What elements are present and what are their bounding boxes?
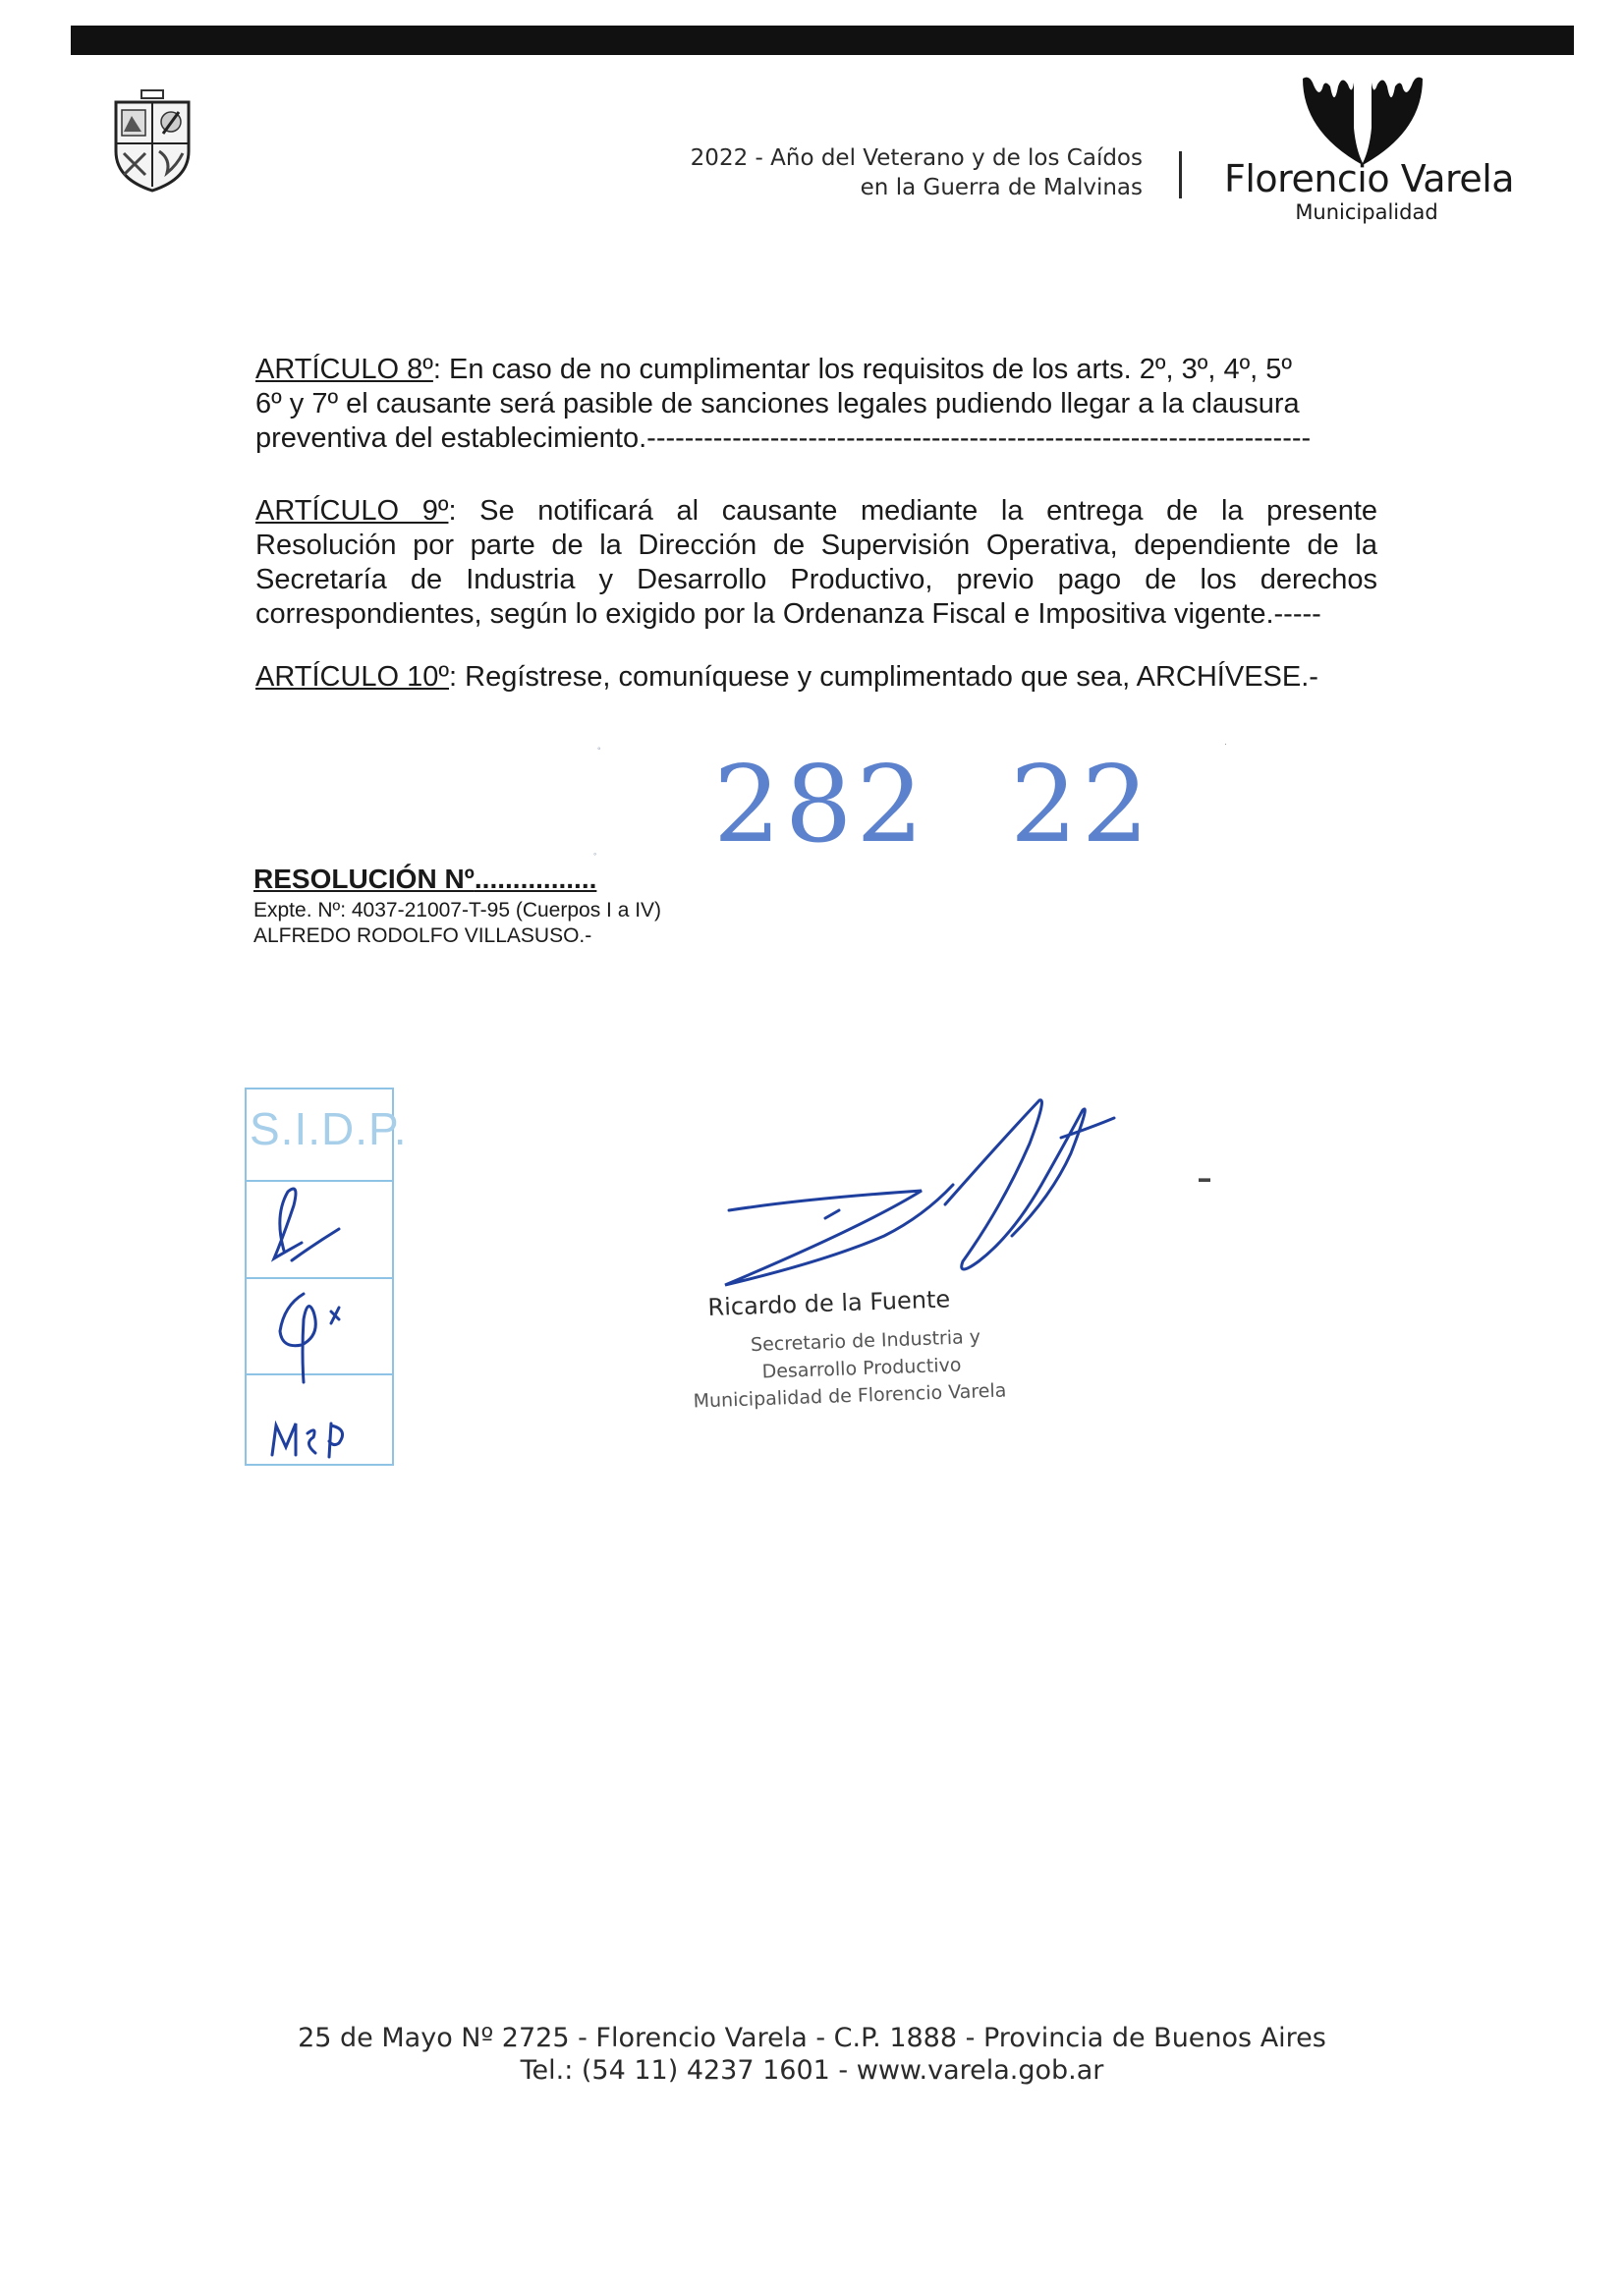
footer — [0, 2022, 1624, 2087]
article-9-text-4: correspondientes, según lo exigido por la Ordenanza Fiscal e Impositiva vigente.----- — [255, 598, 1321, 630]
article-10-line-1 — [255, 660, 1377, 695]
article-8-text-2: 6º y 7º el causante será pasible de sanciones legales pudiendo llegar a la clausura — [255, 388, 1300, 419]
handwritten-signature — [717, 1089, 1130, 1295]
logo-subtitle: Municipalidad — [1295, 200, 1438, 224]
ink-speck: ▬ — [1199, 1171, 1210, 1185]
article-8-line-1 — [255, 353, 1377, 387]
motto-line-2: en la Guerra de Malvinas — [860, 175, 1143, 200]
article-8 — [255, 353, 1377, 456]
party-name: ALFREDO RODOLFO VILLASUSO.- — [253, 924, 592, 947]
florencio-varela-logo-mark — [1295, 69, 1430, 167]
article-9 — [255, 494, 1377, 632]
article-8-text-1: : En caso de no cumplimentar los requisitos de los arts. 2º, 3º, 4º, 5º — [432, 354, 1293, 385]
motto-line-1: 2022 - Año del Veterano y de los Caídos — [690, 145, 1143, 171]
footer-address: 25 de Mayo Nº 2725 - Florencio Varela - C.P. 1888 - Provincia de Buenos Aires — [298, 2023, 1326, 2053]
article-9-text-2: Resolución por parte de la Dirección de Supervisión Operativa, dependiente de la — [255, 530, 1377, 561]
resolution-dots: ................ — [474, 864, 597, 894]
article-10 — [255, 660, 1377, 695]
sidp-label: S.I.D.P. — [250, 1103, 408, 1154]
year-motto — [691, 143, 1143, 202]
article-8-text-3: preventiva del establecimiento.---------------------------------------------------------------------- — [255, 422, 1312, 454]
resolution-label: RESOLUCIÓN Nº — [253, 864, 475, 894]
header-bar — [71, 26, 1574, 55]
signer-title-line-2: Desarrollo Productivo — [761, 1354, 962, 1383]
article-9-line-1 — [255, 494, 1377, 529]
stamp-speck: ◦ — [597, 744, 601, 754]
article-8-heading: ARTÍCULO 8º — [255, 354, 433, 385]
article-10-text-1: : Regístrese, comuníquese y cumplimentado que sea, ARCHÍVESE.- — [449, 661, 1318, 693]
stamp-speck: ◦ — [593, 849, 597, 859]
article-10-heading: ARTÍCULO 10º — [255, 661, 450, 693]
article-9-text-1: : Se notificará al causante mediante la entrega de la presente — [448, 495, 1378, 527]
expediente-number: Expte. Nº: 4037-21007-T-95 (Cuerpos I a IV) — [253, 899, 662, 922]
article-9-text-3: Secretaría de Industria y Desarrollo Productivo, previo pago de los derechos — [255, 564, 1377, 595]
article-9-heading: ARTÍCULO 9º — [255, 495, 449, 527]
footer-contact: Tel.: (54 11) 4237 1601 - www.varela.gob.ar — [520, 2055, 1104, 2086]
logo-name: Florencio Varela — [1224, 157, 1515, 200]
municipal-crest-seal — [112, 88, 193, 193]
stamp-year: 22 — [1010, 744, 1153, 859]
stamp-number: 282 — [713, 744, 928, 859]
resolution-number-stamp — [707, 741, 1159, 859]
header-divider — [1179, 151, 1182, 198]
resolution-number — [253, 863, 596, 896]
sidp-handwritten-initials — [245, 1088, 408, 1466]
signer-title-line-1: Secretario de Industria y — [750, 1325, 981, 1357]
signer-title-line-3: Municipalidad de Florencio Varela — [693, 1379, 1007, 1413]
stamp-speck: · — [1224, 739, 1227, 749]
signer-name: Ricardo de la Fuente — [707, 1285, 951, 1321]
